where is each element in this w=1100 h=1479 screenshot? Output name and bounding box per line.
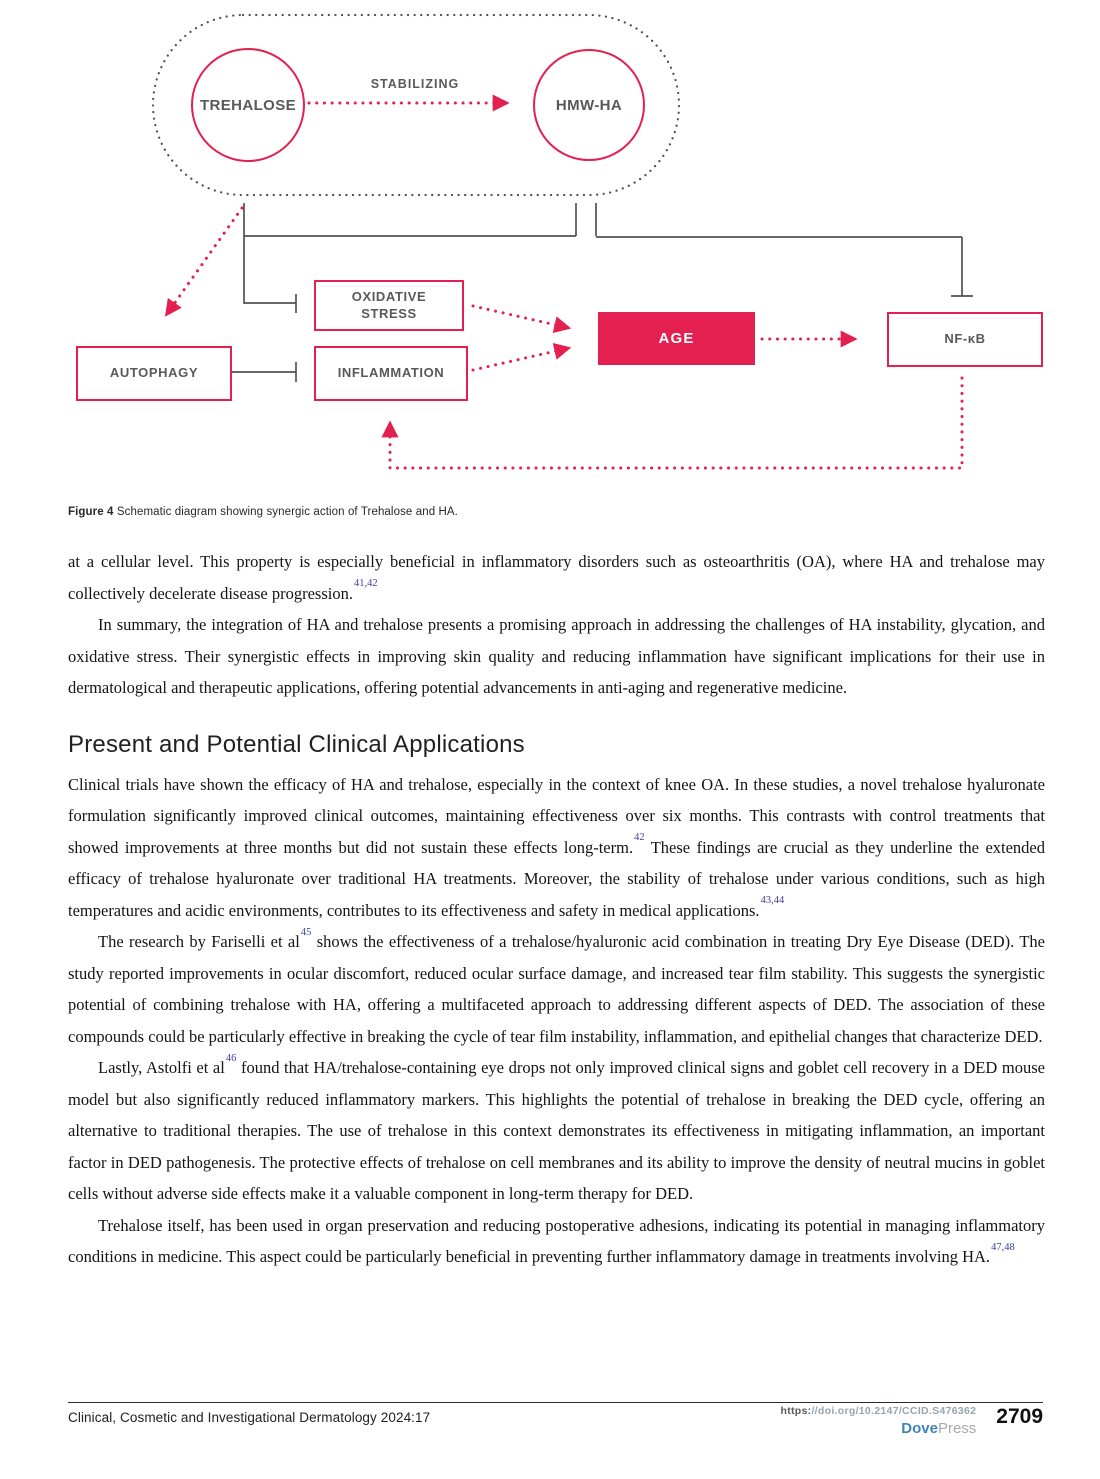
box-inflammation: INFLAMMATION	[314, 346, 468, 401]
citation-ref[interactable]: 41,42	[353, 578, 378, 589]
arrow-inflammation-to-age	[473, 351, 556, 370]
arrow-oxidative-to-age	[473, 306, 556, 325]
dovepress-logo-press: Press	[937, 1420, 977, 1437]
connector-autophagy-inhibits-inflammation	[229, 362, 296, 382]
citation-ref[interactable]: 43,44	[760, 895, 785, 906]
doi-path: //doi.org/10.2147/CCID.S476362	[811, 1405, 977, 1417]
arrow-nfkb-feedback-to-inflammation	[390, 378, 962, 468]
dovepress-logo-dove: Dove	[901, 1420, 938, 1437]
footer-right-block	[780, 1405, 1043, 1437]
paragraph: at a cellular level. This property is especially beneficial in inflammatory disorders such as osteoarthritis (OA), where HA and trehalose may collectively decelerate disease progression.$^{41,42}$	[68, 552, 1045, 603]
section-paragraphs	[68, 769, 1045, 1273]
paragraph: Clinical trials have shown the efficacy of HA and trehalose, especially in the context of knee OA. In these studies, a novel trehalose hyaluronate formulation significantly improved clinical outcomes, maintaining effectiveness over six months. This contrasts with control treatments that showed improvements at three months but did not sustain these effects long-term.$^{42}$ These findings are crucial as they underline the extended efficacy of trehalose hyaluronate over traditional HA treatments. Moreover, the stability of trehalose under various conditions, such as high temperatures and acidic environments, contributes to its effectiveness and safety in medical applications.$^{43,44}$	[68, 774, 1045, 920]
paragraph: In summary, the integration of HA and trehalose presents a promising approach in addressing the challenges of HA instability, glycation, and oxidative stress. Their synergistic effects in improving skin quality and reducing inflammation have significant implications for their use in dermatological and therapeutic applications, offering potential advancements in anti-aging and regenerative medicine.	[68, 615, 1045, 697]
paragraph: The research by Fariselli et al$^{45}$ shows the effectiveness of a trehalose/hyaluronic acid combination in treating Dry Eye Disease (DED). The study reported improvements in ocular discomfort, reduced ocular surface damage, and increased tear film stability. This suggests the synergistic potential of combining trehalose with HA, offering a multifaceted approach to addressing different aspects of DED. The association of these compounds could be particularly effective in breaking the cycle of tear film instability, inflammation, and epithelial changes that characterize DED.	[68, 926, 1046, 1046]
citation-ref[interactable]: 46	[225, 1052, 237, 1064]
footer-rule	[68, 1402, 1043, 1403]
citation-ref[interactable]: 47,48	[991, 1241, 1015, 1253]
box-oxidative-stress: OXIDATIVE STRESS	[314, 280, 464, 331]
figure-4-diagram	[0, 0, 1100, 490]
box-nfkb: NF-κB	[887, 312, 1043, 367]
paragraph: Trehalose itself, has been used in organ preservation and reducing postoperative adhesions, indicating its potential in managing inflammatory conditions in medicine. This aspect could be particularly beneficial in preventing further inflammatory damage in treatments involving HA.$^{47,48}$	[68, 1215, 1045, 1266]
figure-caption	[68, 506, 458, 518]
connector-left-branch-tbar	[244, 203, 296, 313]
footer-journal-title: Clinical, Cosmetic and Investigational Dermatology 2024:17	[68, 1410, 431, 1425]
page-number: 2709	[996, 1405, 1043, 1428]
citation-ref[interactable]: 45	[300, 926, 312, 938]
box-age: AGE	[598, 312, 755, 365]
box-autophagy: AUTOPHAGY	[76, 346, 232, 401]
figure-caption-label: Figure 4	[68, 505, 114, 518]
node-hmw-ha: HMW-HA	[533, 49, 645, 161]
dovepress-logo	[780, 1420, 976, 1437]
citation-ref[interactable]: 42	[634, 832, 645, 843]
stabilizing-label: STABILIZING	[370, 77, 460, 91]
intro-paragraphs	[68, 546, 1045, 704]
section-heading: Present and Potential Clinical Applications	[68, 730, 525, 758]
article-body	[68, 546, 1045, 1273]
arrow-to-autophagy	[174, 208, 242, 304]
node-trehalose: TREHALOSE	[191, 48, 305, 162]
paragraph: Lastly, Astolfi et al$^{46}$ found that HA/trehalose-containing eye drops not only improved clinical signs and goblet cell recovery in a DED mouse model but also significantly reduced inflammatory markers. This highlights the potential of trehalose in breaking the DED cycle, offering an alternative to traditional therapies. The use of trehalose in this context demonstrates its effectiveness in mitigating inflammation, an important factor in DED pathogenesis. The protective effects of trehalose on cell membranes and its ability to improve the density of neutral mucins in goblet cells without adverse side effects make it a valuable component in long-term therapy for DED.	[68, 1052, 1045, 1203]
doi-link[interactable]	[780, 1405, 976, 1417]
figure-caption-text: Schematic diagram showing synergic action of Trehalose and HA.	[113, 505, 458, 518]
doi-scheme: https:	[780, 1405, 812, 1417]
